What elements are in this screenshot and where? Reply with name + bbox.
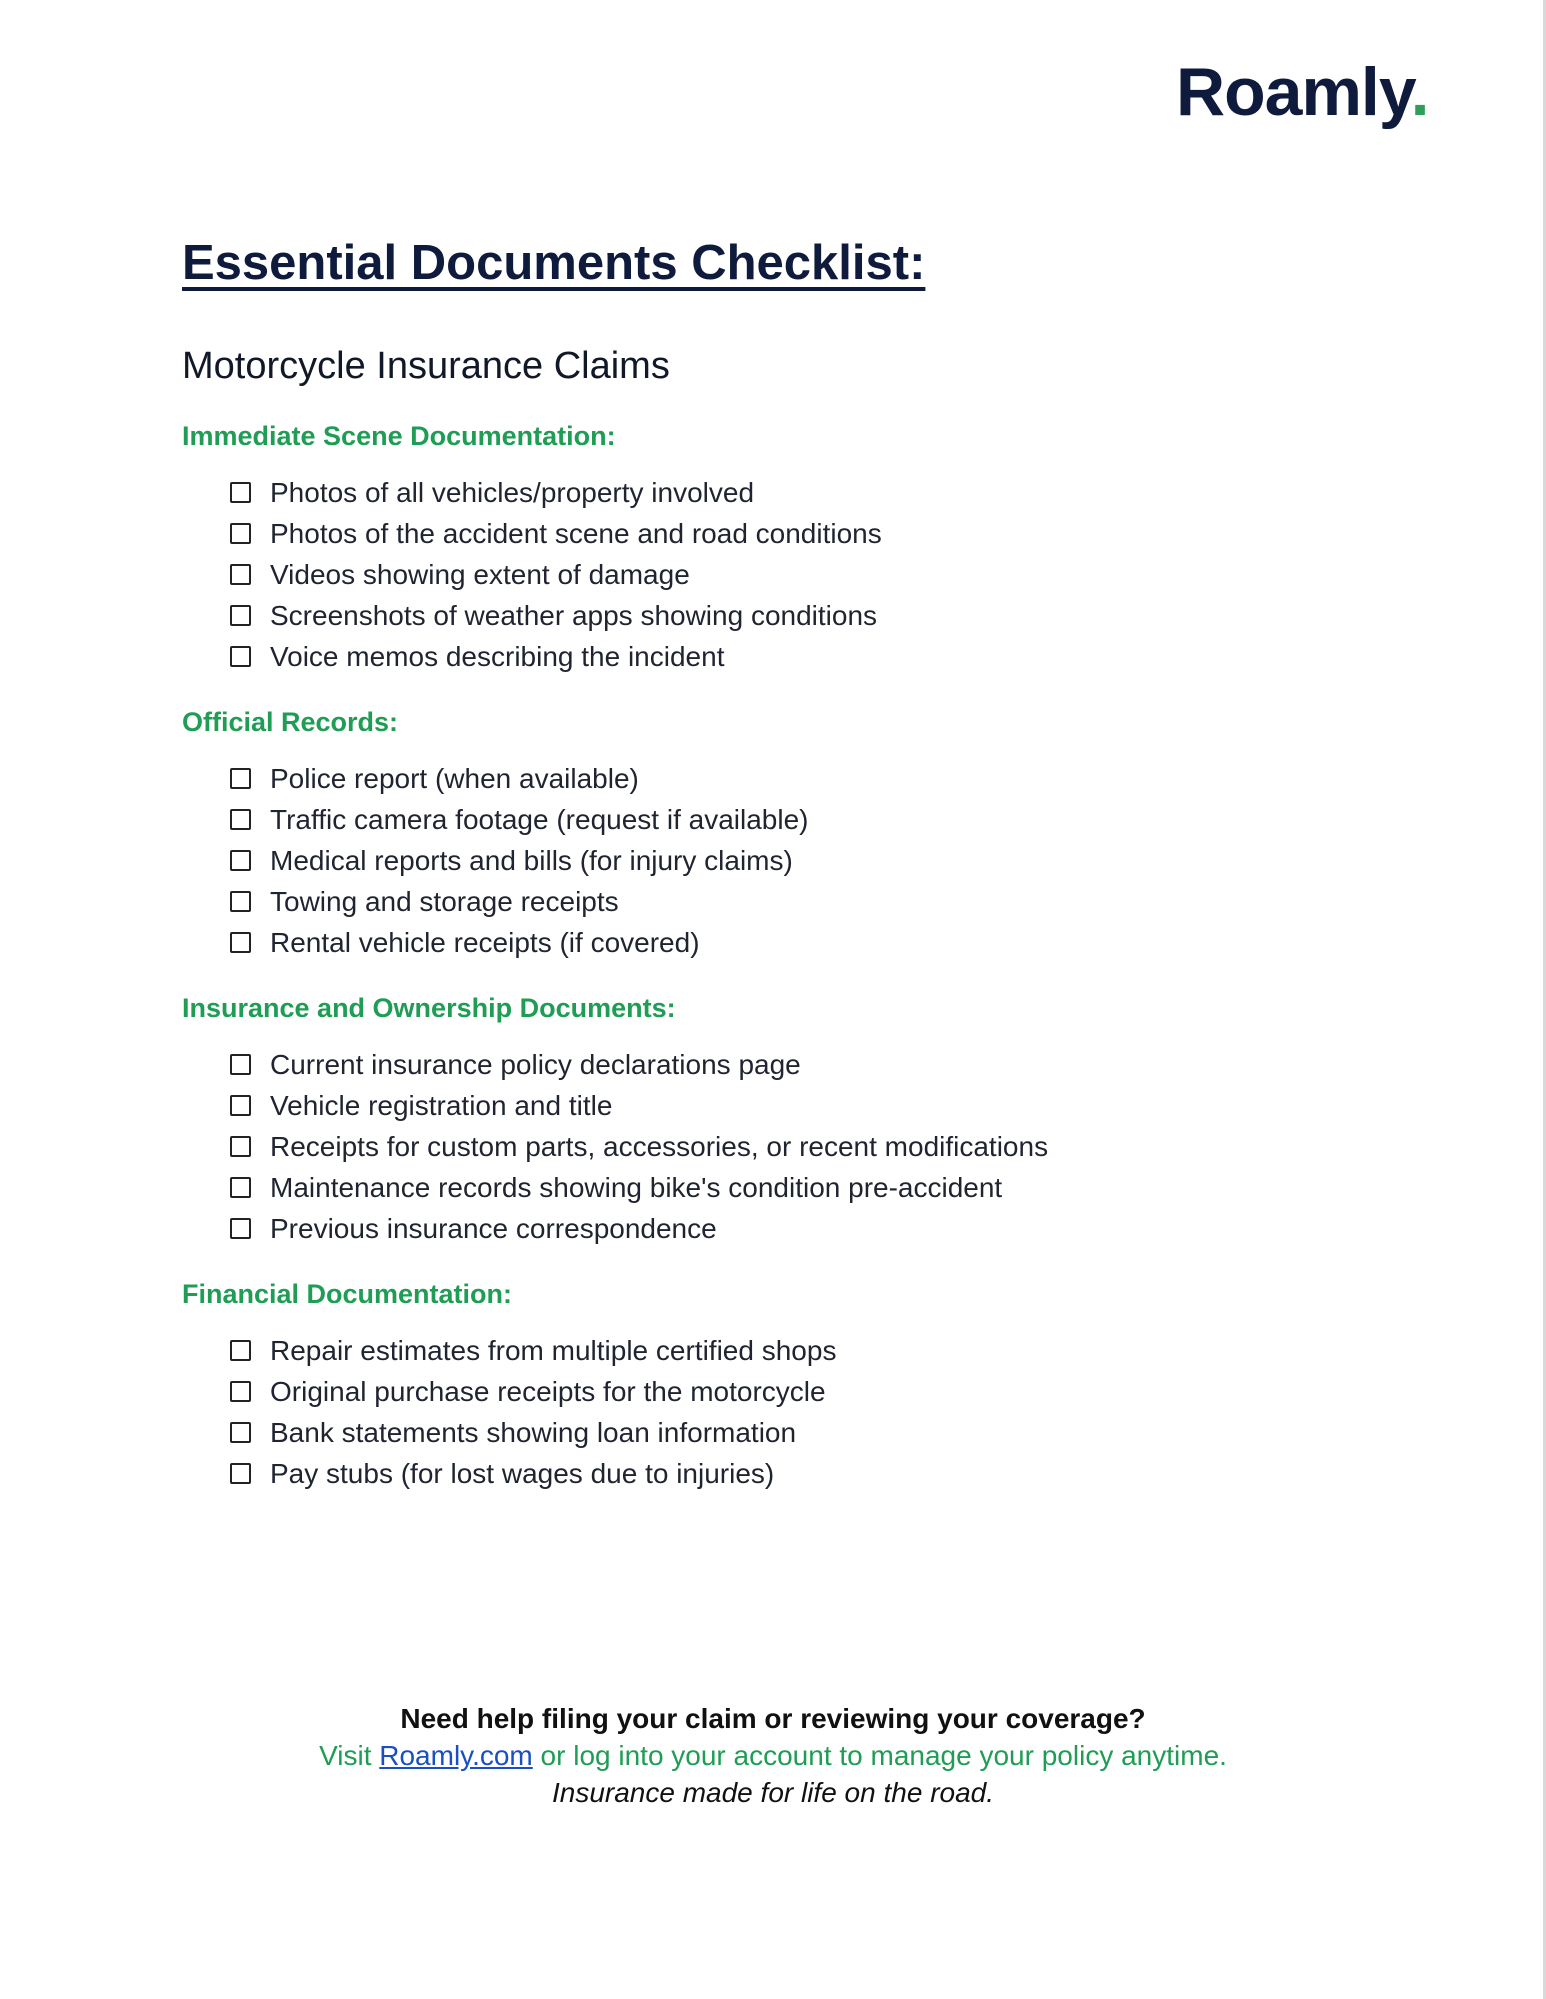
checklist-section (182, 992, 1382, 1249)
checklist-section (182, 706, 1382, 963)
checklist-item (230, 1085, 1382, 1126)
checkbox[interactable] (230, 891, 251, 912)
footer-visit-line (0, 1737, 1546, 1774)
roamly-logo (1176, 54, 1429, 130)
section-heading: Immediate Scene Documentation: (182, 421, 616, 451)
checkbox[interactable] (230, 850, 251, 871)
checklist-items (182, 472, 1382, 677)
checkbox[interactable] (230, 1054, 251, 1075)
checklist-item (230, 472, 1382, 513)
checkbox[interactable] (230, 1218, 251, 1239)
checklist-items (182, 758, 1382, 963)
footer-tagline: Insurance made for life on the road. (551, 1777, 995, 1808)
checklist-item (230, 1412, 1382, 1453)
checklist-item-label: Photos of the accident scene and road conditions (270, 518, 882, 549)
section-heading: Financial Documentation: (182, 1279, 513, 1309)
checkbox[interactable] (230, 1381, 251, 1402)
checklist-item (230, 1371, 1382, 1412)
footer-question: Need help filing your claim or reviewing your coverage? (400, 1703, 1146, 1734)
footer-visit-suffix: or log into your account to manage your policy anytime. (532, 1740, 1227, 1771)
page-subtitle: Motorcycle Insurance Claims (182, 345, 670, 387)
logo-dot: . (1410, 54, 1429, 130)
checklist-item-label: Maintenance records showing bike's condition pre-accident (270, 1172, 1003, 1203)
checklist-item-label: Original purchase receipts for the motorcycle (270, 1376, 826, 1407)
checklist-sections (182, 420, 1382, 1494)
checklist-item-label: Photos of all vehicles/property involved (270, 477, 755, 508)
roamly-link[interactable]: Roamly.com (379, 1740, 533, 1771)
checklist-items (182, 1330, 1382, 1494)
checklist-section (182, 420, 1382, 677)
checklist-item (230, 1167, 1382, 1208)
checklist-item-label: Rental vehicle receipts (if covered) (270, 927, 700, 958)
checkbox[interactable] (230, 646, 251, 667)
checklist-item (230, 1453, 1382, 1494)
checklist-item-label: Voice memos describing the incident (270, 641, 725, 672)
checklist-section (182, 1278, 1382, 1494)
checklist-item-label: Previous insurance correspondence (270, 1213, 717, 1244)
checklist-item-label: Traffic camera footage (request if available) (270, 804, 809, 835)
checklist-item (230, 881, 1382, 922)
checklist-item (230, 595, 1382, 636)
checklist-item (230, 799, 1382, 840)
checklist-item (230, 1126, 1382, 1167)
footer (0, 1700, 1546, 1811)
checklist-item (230, 513, 1382, 554)
checklist-item (230, 636, 1382, 677)
checklist-item (230, 840, 1382, 881)
checklist-item-label: Videos showing extent of damage (270, 559, 690, 590)
checkbox[interactable] (230, 1136, 251, 1157)
section-heading: Insurance and Ownership Documents: (182, 993, 676, 1023)
checkbox[interactable] (230, 523, 251, 544)
checklist-item (230, 554, 1382, 595)
checkbox[interactable] (230, 1095, 251, 1116)
checkbox[interactable] (230, 1463, 251, 1484)
checklist-item-label: Police report (when available) (270, 763, 639, 794)
checklist-item (230, 1044, 1382, 1085)
checkbox[interactable] (230, 1340, 251, 1361)
checklist-item (230, 1330, 1382, 1371)
checklist-item (230, 1208, 1382, 1249)
footer-visit-prefix: Visit (319, 1740, 380, 1771)
checklist-item-label: Receipts for custom parts, accessories, or recent modifications (270, 1131, 1049, 1162)
page-title: Essential Documents Checklist: (182, 236, 926, 290)
checkbox[interactable] (230, 1422, 251, 1443)
checkbox[interactable] (230, 482, 251, 503)
checklist-item (230, 922, 1382, 963)
checklist-item-label: Repair estimates from multiple certified shops (270, 1335, 837, 1366)
checklist-item-label: Pay stubs (for lost wages due to injuries) (270, 1458, 775, 1489)
checklist-item-label: Screenshots of weather apps showing conditions (270, 600, 878, 631)
checkbox[interactable] (230, 932, 251, 953)
checkbox[interactable] (230, 605, 251, 626)
logo-wordmark: Roamly (1176, 54, 1411, 130)
checklist-item-label: Towing and storage receipts (270, 886, 619, 917)
checklist-item (230, 758, 1382, 799)
checkbox[interactable] (230, 809, 251, 830)
checkbox[interactable] (230, 564, 251, 585)
checkbox[interactable] (230, 1177, 251, 1198)
checklist-content (182, 230, 1382, 1494)
checklist-item-label: Vehicle registration and title (270, 1090, 613, 1121)
checklist-item-label: Current insurance policy declarations page (270, 1049, 801, 1080)
checklist-items (182, 1044, 1382, 1249)
checklist-item-label: Medical reports and bills (for injury claims) (270, 845, 793, 876)
section-heading: Official Records: (182, 707, 399, 737)
checkbox[interactable] (230, 768, 251, 789)
checklist-item-label: Bank statements showing loan information (270, 1417, 797, 1448)
